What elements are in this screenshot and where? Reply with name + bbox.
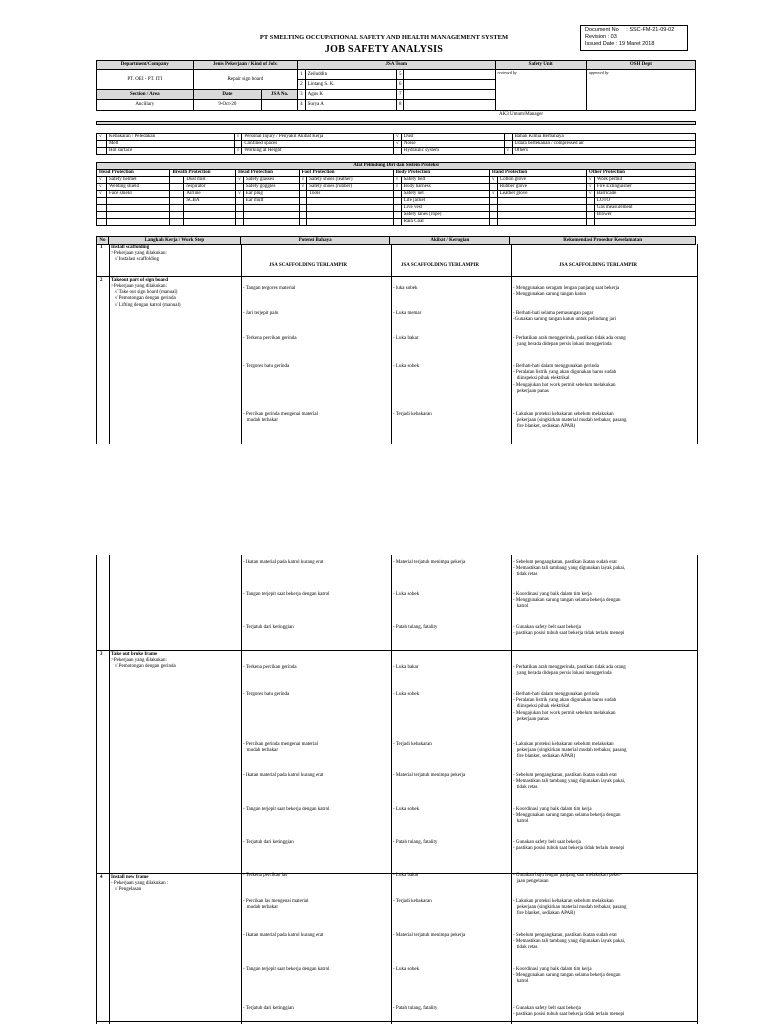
- hazard-text: - Terkena percikan gerinda: [243, 336, 297, 341]
- effect-text: - Material terjatuh menimpa pekerja: [393, 773, 466, 778]
- safety-unit-label: Safety Unit: [495, 61, 586, 70]
- hazard-check: √: [97, 134, 107, 141]
- row-divider: [97, 276, 697, 277]
- ppe-item: Rain Coat: [401, 219, 489, 226]
- ppe-item: respirator: [184, 184, 236, 191]
- ppe-check: [97, 219, 107, 226]
- ppe-check: [170, 191, 184, 198]
- recommendation-text: - Berhati-hati dalam menggunakan gerinda - Peralatan listrik yang akan digunakan harus sudah diinspeksi pihak elektrikal - Mengajukan hot work permit sebelum melakukan pekerjaan panas: [513, 692, 617, 722]
- ppe-check: [97, 205, 107, 212]
- team-no: 1: [298, 70, 306, 80]
- hazard-label: Udara bertekanan / compressed air: [512, 141, 695, 148]
- hazard-text: - Percikan gerinda mengenai material mudah terbakar: [243, 742, 318, 754]
- ppe-item: [307, 198, 393, 205]
- step-lines: >Pekerjaan yang dilakukan: √ Pemotongan dengan gerinda: [111, 658, 176, 670]
- team-no: 8: [396, 100, 404, 111]
- hazard-text: - Terjatuh dari ketinggian: [243, 625, 294, 630]
- ppe-check: [97, 212, 107, 219]
- hazard-text: - Terkena percikan gerinda: [243, 665, 297, 670]
- issued-date: Issued Date : 19 Maret 2018: [585, 41, 655, 47]
- step-title: Take out broke frame: [111, 652, 158, 657]
- row-divider: [97, 650, 697, 651]
- column-divider: [511, 244, 512, 444]
- ppe-check: [489, 219, 497, 226]
- ppe-check: √: [489, 177, 497, 184]
- effect-text: JSA SCAFFOLDING TERLAMPIR: [401, 263, 479, 268]
- approved-by: approved by: [586, 70, 695, 111]
- team-member-empty: [404, 100, 495, 111]
- recommendation-text: JSA SCAFFOLDING TERLAMPIR: [559, 263, 637, 268]
- hazard-label: Confined spaces: [242, 141, 394, 148]
- hazard-label: Melt: [106, 141, 234, 148]
- column-divider: [241, 244, 242, 444]
- ppe-header: Hand Protection: [489, 170, 586, 177]
- ppe-item: Gas measurement: [594, 205, 695, 212]
- ppe-item: Safety goggles: [243, 184, 299, 191]
- recommendation-text: - Koordinasi yang baik dalam tim kerja - Menggunakan sarung tangan selama bekerja dengan katrol: [513, 967, 621, 985]
- recommendation-text: - Lakukan proteksi kebakaran sebelum melakukan pekerjaan (singkirkan material mudah terbakar, pasang fire blanket, sediakan APAR): [513, 742, 627, 760]
- hazard-check: [393, 148, 401, 155]
- hazard-text: - Tangan terjepit saat bekerja dengan katrol: [243, 967, 330, 972]
- effect-text: - Patah tulang, fatality: [393, 625, 438, 630]
- steps-section-2: [96, 555, 698, 1024]
- team-no: 4: [298, 100, 306, 111]
- hazard-text: - Terkena percikan las: [243, 873, 288, 878]
- ppe-check: [170, 198, 184, 205]
- hazard-check: √: [504, 148, 512, 155]
- dept-label: Department/Company: [97, 61, 194, 70]
- recommendation-text: - Lakukan proteksi kebakaran sebelum melakukan pekerjaan (singkirkan material mudah terbakar, pasang fire blanket, sediakan APAR): [513, 412, 627, 430]
- ppe-item: [307, 205, 393, 212]
- date-value: 9-Oct-20: [193, 100, 262, 111]
- ppe-check: √: [97, 191, 107, 198]
- ppe-item: [497, 212, 586, 219]
- ppe-item: Tools: [307, 191, 393, 198]
- ppe-check: √: [299, 177, 307, 184]
- ppe-item: [497, 205, 586, 212]
- ppe-item: Safety net: [401, 191, 489, 198]
- ppe-item: Life jacket: [401, 198, 489, 205]
- ppe-item: Safety belt: [401, 177, 489, 184]
- team-member-empty: [404, 80, 495, 90]
- team-member: Surya A: [305, 100, 396, 111]
- recommendation-text: - Menggunakan seragam lengan panjang saat bekerja - Menggunakan sarung tangan katun: [513, 286, 620, 298]
- effect-text: - Luka bakar: [393, 665, 419, 670]
- ppe-item: [106, 205, 170, 212]
- step-title: Install scaffolding: [111, 245, 150, 250]
- team-no: 5: [396, 70, 404, 80]
- hazard-text: - Percikan las mengenai material mudah terbakar: [243, 899, 309, 911]
- ppe-table: [96, 162, 696, 226]
- team-no: 6: [396, 80, 404, 90]
- column-divider: [241, 555, 242, 1024]
- hazard-check: √: [393, 141, 401, 148]
- hazard-check: [97, 141, 107, 148]
- effect-text: - luka sobek: [393, 286, 418, 291]
- recommendation-text: - Gunakan safety belt saat bekerja - pastikan posisi tubuh saat bekerja tidak terlalu menepi: [513, 1006, 625, 1018]
- ppe-item: Safety helmet: [106, 177, 170, 184]
- ppe-check: [586, 198, 594, 205]
- ppe-check: [236, 198, 244, 205]
- section-label: Section / Area: [97, 90, 194, 100]
- ppe-item: Rubber glove: [497, 184, 586, 191]
- effect-text: - Material terjatuh menimpa pekerja: [393, 560, 466, 565]
- recommendation-text: - Berhati-hati dalam menggunakan gerinda - Peralatan listrik yang akan digunakan harus sudah diinspeksi pihak elektrikal - Mengajukan hot work permit sebelum melakukan pekerjaan panas: [513, 364, 617, 394]
- ppe-item: SCBA: [184, 198, 236, 205]
- ppe-item: Safety glasses: [243, 177, 299, 184]
- ppe-item: Barricade: [594, 191, 695, 198]
- ppe-check: √: [393, 184, 401, 191]
- revision: Revision : 03: [585, 34, 617, 40]
- ppe-item: [184, 205, 236, 212]
- col-no: No: [97, 237, 109, 245]
- hazard-label: Working at Height: [242, 148, 394, 155]
- effect-text: - Luka sobek: [393, 967, 420, 972]
- hazard-label: Kebakaran / Peledakan: [106, 134, 234, 141]
- hazard-text: - Ikatan material pada katrol kurang erat: [243, 773, 324, 778]
- hazard-label: Noise: [401, 141, 504, 148]
- recommendation-text: - Lakukan proteksi kebakaran sebelum melakukan pekerjaan (singkirkan material mudah terbakar, pasang fire blanket, sediakan APAR): [513, 899, 627, 917]
- ppe-item: [243, 219, 299, 226]
- recommendation-text: - Gunakan safety belt saat bekerja - pastikan posisi tubuh saat bekerja tidak terlalu menepi: [513, 625, 625, 637]
- team-no: 7: [396, 90, 404, 100]
- ppe-header: Foot Protection: [299, 170, 393, 177]
- recommendation-text: - Koordinasi yang baik dalam tim kerja - Menggunakan sarung tangan selama bekerja dengan katrol: [513, 592, 621, 610]
- ppe-check: [393, 191, 401, 198]
- ppe-item: [106, 219, 170, 226]
- hazard-label: Personal Injury / Penyakit Akibat Kerja: [242, 134, 394, 141]
- hazard-check: [504, 141, 512, 148]
- hazard-text: - Tangan terjepit saat bekerja dengan katrol: [243, 807, 330, 812]
- ppe-check: [489, 184, 497, 191]
- ppe-check: [489, 205, 497, 212]
- team-member: Agus K: [305, 90, 396, 100]
- reviewed-by: reviewed by: [495, 70, 586, 111]
- col-rec: Rekomendasi Prosedur Keselamatan: [510, 237, 696, 245]
- ppe-item: Safety shoes (rubber): [307, 184, 393, 191]
- ppe-item: [307, 212, 393, 219]
- effect-text: - Luka sobek: [393, 592, 420, 597]
- ppe-check: [393, 205, 401, 212]
- step-no: 2: [100, 278, 103, 283]
- col-effect: Akibat / Kerugian: [390, 237, 510, 245]
- ppe-check: [236, 212, 244, 219]
- hazard-text: - Tergores batu gerinda: [243, 364, 290, 369]
- ppe-check: [170, 177, 184, 184]
- ppe-item: Leather glove: [497, 191, 586, 198]
- ppe-item: LOTO: [594, 198, 695, 205]
- hazard-check: [234, 141, 242, 148]
- ppe-check: √: [299, 184, 307, 191]
- ppe-item: [243, 205, 299, 212]
- team-member: Lintang S. K.: [305, 80, 396, 90]
- hazard-text: - Terjatuh dari ketinggian: [243, 1006, 294, 1011]
- steps-section-1: [96, 244, 698, 444]
- ppe-check: √: [586, 191, 594, 198]
- document-no-value: : SSC-FM-21-09-02: [626, 27, 675, 33]
- company-title: PT SMELTING OCCUPATIONAL SAFETY AND HEALTH MANAGEMENT SYSTEM: [259, 34, 509, 41]
- ppe-check: [586, 212, 594, 219]
- hazard-check: [504, 134, 512, 141]
- hazard-label: Hot surface: [106, 148, 234, 155]
- step-no: 3: [100, 652, 103, 657]
- hazard-text: - Ikatan material pada katrol kurang erat: [243, 560, 324, 565]
- col-step: Langkah Kerja / Work Step: [108, 237, 240, 245]
- ppe-item: Body harness: [401, 184, 489, 191]
- ppe-item: Ear plug: [243, 191, 299, 198]
- effect-text: - Luka sobek: [393, 692, 420, 697]
- ppe-check: [299, 212, 307, 219]
- ppe-item: Live vest: [401, 205, 489, 212]
- recommendation-text: - Berhati-hati selama pemasangan pagar -Gunakan sarung tangan katun untuk pelindung jari: [513, 311, 617, 323]
- ppe-check: [170, 205, 184, 212]
- ppe-header: Head Protection: [236, 170, 299, 177]
- ppe-check: [586, 205, 594, 212]
- ppe-item: Face shield: [106, 191, 170, 198]
- hazard-label: Dust: [401, 134, 504, 141]
- hazard-text: - Ikatan material pada katrol kurang erat: [243, 933, 324, 938]
- effect-text: - Luka memar: [393, 311, 422, 316]
- ppe-header: Body Protection: [393, 170, 489, 177]
- manager-label: AK3 Umum/Manager: [499, 112, 544, 117]
- effect-text: - Luka sobek: [393, 364, 420, 369]
- column-divider: [511, 555, 512, 1024]
- recommendation-text: - Perhatikan arah menggerinda, pastikan tidak ada orang yang berada didepan persis lokasi menggerinda: [513, 336, 626, 348]
- ppe-check: [170, 219, 184, 226]
- ppe-item: Dust mist: [184, 177, 236, 184]
- hazard-text: - Tangan terjepit saat bekerja dengan katrol: [243, 592, 330, 597]
- team-member-empty: [404, 70, 495, 80]
- effect-text: - Patah tulang, fatality: [393, 840, 438, 845]
- ppe-item: [184, 212, 236, 219]
- effect-text: - Terjadi kebakaran: [393, 742, 432, 747]
- ppe-item: Cotton glove: [497, 177, 586, 184]
- ppe-title: Alat Pelindung Diri dan Sistem Proteksi: [97, 163, 696, 170]
- ppe-item: Safety shoes (leather): [307, 177, 393, 184]
- ppe-item: Welding shield: [106, 184, 170, 191]
- jsa-no-value: [262, 100, 298, 111]
- hazard-label: Others: [512, 148, 695, 155]
- ppe-item: Safety lanes (rope): [401, 212, 489, 219]
- section-value: Ancillary: [97, 100, 194, 111]
- ppe-item: Blower: [594, 212, 695, 219]
- ppe-check: √: [586, 184, 594, 191]
- ppe-item: Fire Extinguisher: [594, 184, 695, 191]
- hazard-check: [97, 148, 107, 155]
- ppe-item: Airline: [184, 191, 236, 198]
- hazard-text: - Tangan tergores material: [243, 286, 296, 291]
- team-no: 2: [298, 80, 306, 90]
- ppe-item: [497, 198, 586, 205]
- recommendation-text: - Sebelum pengangkatan, pastikan ikatan sudah erat - Memastikan tali tambang yang digunakan layak pakai, tidak retas: [513, 560, 626, 578]
- effect-text: - Luka bakar: [393, 873, 419, 878]
- effect-text: - Terjadi kebakaran: [393, 899, 432, 904]
- ppe-check: √: [236, 191, 244, 198]
- ppe-check: [236, 219, 244, 226]
- team-member-empty: [404, 90, 495, 100]
- hazard-check: √: [234, 134, 242, 141]
- ppe-header: Breath Protection: [170, 170, 236, 177]
- ppe-check: [170, 184, 184, 191]
- team-no: 3: [298, 90, 306, 100]
- recommendation-text: - Gunakan baju lengan panjang saat melakukan peker- jaan pengelasan: [513, 873, 622, 885]
- ppe-check: √: [489, 191, 497, 198]
- ppe-check: [299, 198, 307, 205]
- job-value: Repair sign board: [193, 70, 298, 90]
- dept-value: PT. OEI - PT. ITI: [97, 70, 194, 90]
- spacer-band: [96, 121, 696, 125]
- effect-text: - Terjadi kebakaran: [393, 412, 432, 417]
- effect-text: - Material terjatuh menimpa pekerja: [393, 933, 466, 938]
- row-divider: [97, 1021, 697, 1022]
- ppe-item: Work permit: [594, 177, 695, 184]
- step-title: Takeout part of sign board: [111, 278, 169, 283]
- osh-label: OSH Dept: [586, 61, 695, 70]
- ppe-check: [489, 212, 497, 219]
- ppe-check: [236, 184, 244, 191]
- jsa-no-label: JSA No.: [262, 90, 298, 100]
- hazard-text: - Tergores batu gerinda: [243, 692, 290, 697]
- ppe-check: √: [97, 177, 107, 184]
- ppe-item: Ear muff: [243, 198, 299, 205]
- hazard-check: √: [393, 134, 401, 141]
- step-no: 1: [100, 245, 103, 250]
- ppe-check: [299, 205, 307, 212]
- ppe-check: √: [97, 184, 107, 191]
- document-no-label: Document No: [585, 27, 619, 33]
- ppe-check: [393, 219, 401, 226]
- ppe-check: [170, 212, 184, 219]
- job-label: Jenis Pekerjaan / Kind of Job:: [193, 61, 298, 70]
- hazard-check: √: [234, 148, 242, 155]
- hazard-text: - Jari terjepit palu: [243, 311, 279, 316]
- effect-text: - Luka bakar: [393, 336, 419, 341]
- ppe-item: [307, 219, 393, 226]
- hazard-text: - Percikan gerinda mengenai material mudah terbakar: [243, 412, 318, 424]
- ppe-item: [594, 219, 695, 226]
- hazard-text: - Terjatuh dari ketinggian: [243, 840, 294, 845]
- step-title: Install new frame: [111, 875, 149, 880]
- step-no: 4: [100, 875, 103, 880]
- hazard-label: Bahan Kimia Berbahaya: [512, 134, 695, 141]
- ppe-header: Head Protection: [97, 170, 170, 177]
- ppe-check: [299, 191, 307, 198]
- recommendation-text: - Koordinasi yang baik dalam tim kerja - Menggunakan sarung tangan selama bekerja dengan katrol: [513, 807, 621, 825]
- step-lines: >Pekerjaan yang dilakukan: √ Instalasi scaffolding: [111, 251, 167, 263]
- ppe-check: [299, 219, 307, 226]
- ppe-item: [243, 212, 299, 219]
- ppe-check: [489, 198, 497, 205]
- effect-text: - Patah tulang, fatality: [393, 1006, 438, 1011]
- ppe-check: √: [393, 177, 401, 184]
- form-title: JOB SAFETY ANALYSIS: [324, 44, 444, 55]
- effect-text: - Luka sobek: [393, 807, 420, 812]
- hazard-text: JSA SCAFFOLDING TERLAMPIR: [269, 263, 347, 268]
- ppe-check: [393, 212, 401, 219]
- header-table: [96, 60, 696, 111]
- col-hazard: Potensi Bahaya: [240, 237, 390, 245]
- column-divider: [109, 244, 110, 444]
- ppe-check: [393, 198, 401, 205]
- ppe-item: [184, 219, 236, 226]
- hazard-label: Hydraulic system: [401, 148, 504, 155]
- ppe-header: Other Protection: [586, 170, 695, 177]
- recommendation-text: - Gunakan safety belt saat bekerja - pastikan posisi tubuh saat bekerja tidak terlalu menepi: [513, 840, 625, 852]
- column-divider: [391, 244, 392, 444]
- team-member: Zeiluddin: [305, 70, 396, 80]
- ppe-check: [97, 198, 107, 205]
- ppe-item: [497, 219, 586, 226]
- recommendation-text: - Sebelum pengangkatan, pastikan ikatan sudah erat - Memastikan tali tambang yang digunakan layak pakai, tidak retas: [513, 933, 626, 951]
- ppe-check: √: [586, 177, 594, 184]
- ppe-check: [586, 219, 594, 226]
- ppe-check: √: [236, 177, 244, 184]
- date-label: Date: [193, 90, 262, 100]
- ppe-check: [236, 205, 244, 212]
- hazard-checklist: [96, 133, 696, 155]
- step-lines: - Pekerjaan yang dilakukan : √ Pengelasan: [111, 881, 169, 893]
- ppe-item: [106, 198, 170, 205]
- team-label: JSA Team: [298, 61, 495, 70]
- recommendation-text: - Perhatikan arah menggerinda, pastikan tidak ada orang yang berada didepan persis lokasi menggerinda: [513, 665, 626, 677]
- step-lines: >Pekerjaan yang dilakukan: √ Take out sign board (manual) √ Pemotongan dengan gerinda √ Lifting dengan katrol (manual): [111, 284, 181, 308]
- recommendation-text: - Sebelum pengangkatan, pastikan ikatan sudah erat - Memastikan tali tambang yang digunakan layak pakai, tidak retas: [513, 773, 626, 791]
- column-divider: [109, 555, 110, 1024]
- ppe-item: [106, 212, 170, 219]
- column-divider: [391, 555, 392, 1024]
